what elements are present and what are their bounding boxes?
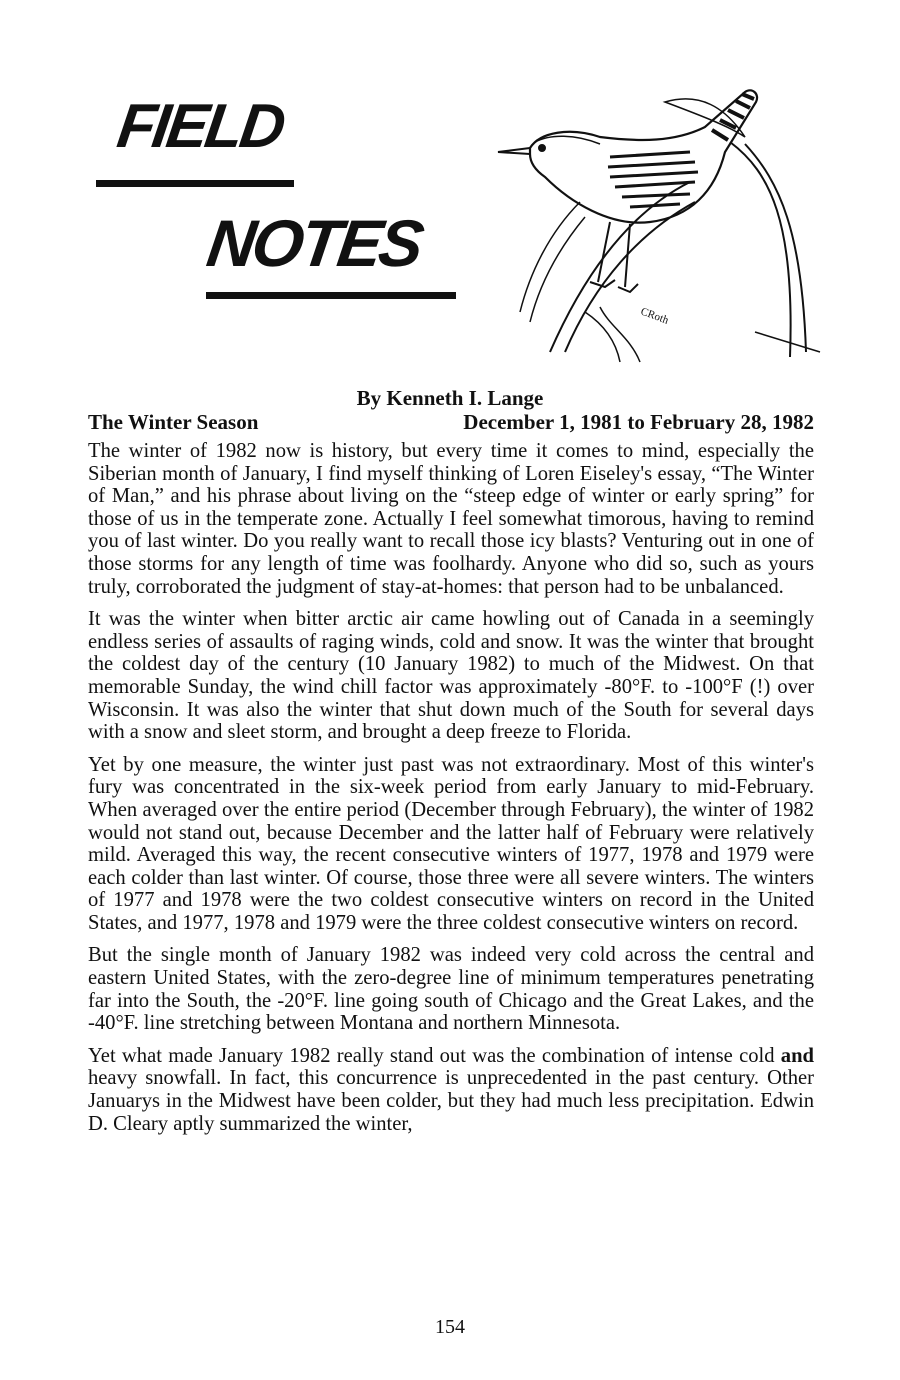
season-title: The Winter Season	[88, 410, 259, 434]
emphasis-text: and	[780, 1044, 814, 1067]
date-range: December 1, 1981 to February 28, 1982	[463, 410, 814, 434]
article-body	[88, 440, 814, 1145]
page-number: 154	[435, 1316, 465, 1338]
field-notes-logo	[96, 92, 476, 312]
paragraph: Yet by one measure, the winter just past was not extraordinary. Most of this winter's fury was concentrated in the six-week period from early January to mid-February. When averaged over the entire period (December through February), the winter of 1982 would not stand out, because December and the latter half of February were relatively mild. Averaged this way, the recent consecutive winters of 1977, 1978 and 1979 were each colder than last winter. Of course, those three were all severe winters. The winters of 1977 and 1978 were the two coldest consecutive winters on record in the United States, and 1977, 1978 and 1979 were the three coldest consecutive winters on record.	[88, 753, 814, 934]
paragraph: It was the winter when bitter arctic air came howling out of Canada in a seemingly endless series of assaults of raging winds, cold and snow. It was the winter that brought the coldest day of the century (10 January 1982) to much of the Midwest. On that memorable Sunday, the wind chill factor was approximately -80°F. to -100°F (!) over Wisconsin. It was also the winter that shut down much of the South for several days with a snow and sleet storm, and brought a deep freeze to Florida.	[88, 608, 814, 744]
logo-word-notes: NOTES	[202, 206, 426, 280]
artist-signature: CRoth	[638, 305, 671, 327]
paragraph-last	[88, 1045, 814, 1135]
byline: By Kenneth I. Lange	[356, 386, 544, 410]
paragraph: The winter of 1982 now is history, but every time it comes to mind, especially the Siberian month of January, I find myself thinking of Loren Eiseley's essay, “The Winter of Man,” and his phrase about living on the “steep edge of winter or early spring” for those of us in the temperate zone. Actually I feel somewhat timorous, having to remind you of last winter. Do you really want to recall those icy blasts? Venturing out in one of those storms for any length of time was foolhardy. Anyone who did so, such as yours truly, corroborated the judgment of stay-at-homes: that person had to be unbalanced.	[88, 440, 814, 598]
logo-rule-top	[96, 180, 294, 187]
wren-illustration	[490, 82, 830, 367]
logo-rule-bottom	[206, 292, 456, 299]
logo-word-field: FIELD	[113, 92, 288, 161]
paragraph-text: heavy snowfall. In fact, this concurrence is unprecedented in the past century. Other Januarys in the Midwest have been colder, but they had much less precipitation. Edwin D. Cleary aptly summarized the winter,	[88, 1067, 814, 1135]
paragraph-text: Yet what made January 1982 really stand out was the combination of intense cold	[88, 1044, 781, 1067]
paragraph: But the single month of January 1982 was indeed very cold across the central and eastern United States, with the zero-degree line of minimum temperatures penetrating far into the South, the -20°F. line going south of Chicago and the Great Lakes, and the -40°F. line stretching between Montana and northern Minnesota.	[88, 944, 814, 1035]
